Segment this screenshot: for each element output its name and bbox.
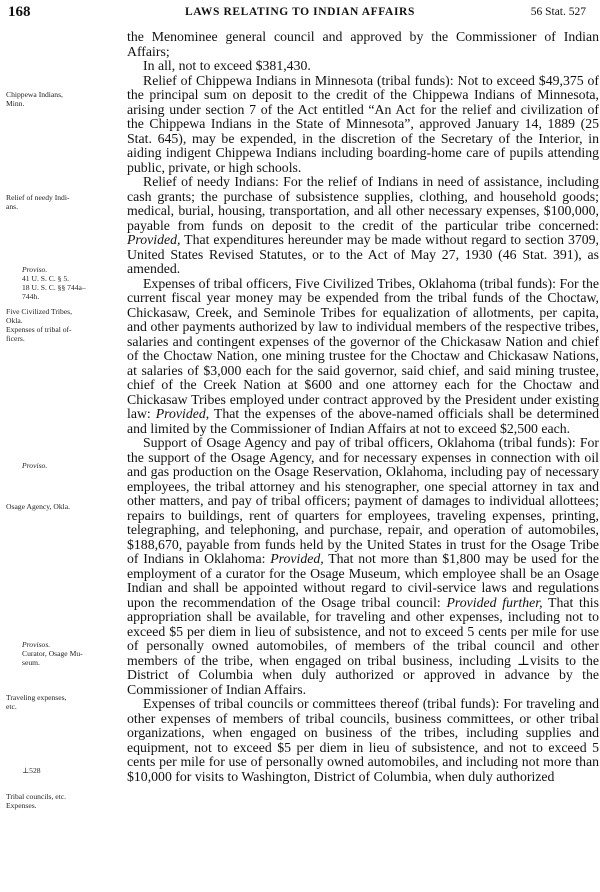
margin-note-proviso-1: Proviso. 41 U. S. C. § 5. 18 U. S. C. §§ 744a– 744h. bbox=[22, 265, 86, 301]
statute-body bbox=[127, 30, 599, 784]
paragraph-osage: Support of Osage Agency and pay of tribal officers, Oklahoma (tribal funds): For the support of the Osage Agency, and for necessary expenses in connection with oil and gas production on the Osage Reservation, Oklahoma, including pay of necessary employees, the tribal attorney and his stenographer, one special attorney in tax and other matters, and pay of tribal officers; payment of damages to individual allottees; repairs to buildings, rent of quarters for employees, traveling expenses, printing, telegraphing, and telephoning, and purchase, repair, and operation of automobiles, $188,670, payable from funds held by the United States in trust for the Osage Tribe of Indians in Oklahoma: Provided, That not more than $1,800 may be used for the employment of a curator for the Osage Museum, which employee shall be an Osage Indian and shall be appointed without regard to civil-service laws and regulations upon the recommendation of the Osage tribal council: Provided further, That this appropriation shall be available, for traveling and other expenses, including not to exceed $5 per diem in lieu of subsistence, and not to exceed 5 cents per mile for use of personally owned automobiles, of members of the tribal council and other members of the tribe, when engaged on tribal business, including ⊥visits to the District of Columbia when duly authorized or approved in advance by the Commissioner of Indian Affairs. bbox=[127, 435, 599, 697]
margin-note-page-ref: ⊥528 bbox=[22, 766, 41, 775]
paragraph-chippewa: Relief of Chippewa Indians in Minnesota (tribal funds): Not to exceed $49,375 of the principal sum on deposit to the credit of the Chippewa Indians of Minnesota, arising under section 7 of the Act entitled “An Act for the relief and civilization of the Chippewa Indians in the State of Minnesota”, approved January 14, 1889 (25 Stat. 645), may be expended, in the discretion of the Secretary of the Interior, in aiding indigent Chippewa Indians including boarding-home care of pupils attending public, private, or high schools. bbox=[127, 72, 599, 175]
paragraph-total: In all, not to exceed $381,430. bbox=[143, 58, 311, 73]
running-header bbox=[8, 4, 592, 24]
margin-note-needy: Relief of needy Indi- ans. bbox=[6, 193, 70, 211]
statute-reference: 56 Stat. 527 bbox=[530, 6, 586, 18]
paragraph-needy-indians: Relief of needy Indians: For the relief of Indians in need of assistance, including cash grants; the purchase of subsistence supplies, clothing, and household goods; medical, burial, housing, transportation, and all other necessary expenses, $100,000, payable from funds on deposit to the credit of the particular tribe concerned: Provided, That expenditures hereunder may be made without regard to section 3709, United States Revised Statutes, or to the Act of May 27, 1930 (46 Stat. 391), as amended. bbox=[127, 174, 599, 276]
margin-note-proviso-2: Proviso. bbox=[22, 461, 48, 470]
paragraph-menominee-end: the Menominee general council and approved by the Commissioner of Indian Affairs; bbox=[127, 29, 599, 59]
running-title: LAWS RELATING TO INDIAN AFFAIRS bbox=[185, 6, 415, 18]
margin-note-provisos: Provisos. Curator, Osage Mu- seum. bbox=[22, 640, 83, 667]
margin-note-osage: Osage Agency, Okla. bbox=[6, 502, 71, 511]
page-number: 168 bbox=[8, 4, 31, 20]
margin-note-councils: Tribal councils, etc. Expenses. bbox=[6, 792, 67, 810]
paragraph-five-tribes: Expenses of tribal officers, Five Civilized Tribes, Oklahoma (tribal funds): For the current fiscal year money may be expended from the tribal funds of the Choctaw, Chickasaw, Creek, and Seminole Tribes for equalization of allotments, per capita, and other payments authorized by law to individual members of the respective tribes, salaries and contingent expenses of the governor of the Chickasaw Nation and chief of the Choctaw Nation, one mining trustee for the Choctaw and Chickasaw Nations, at salaries of $3,000 each for the said governor, said chief, and said mining trustee, chief of the Creek Nation at $600 and one attorney each for the Choctaw and Chickasaw Tribes employed under contract approved by the President under existing law: Provided, That the expenses of the above-named officials shall be determined and limited by the Commissioner of Indian Affairs at not to exceed $2,500 each. bbox=[127, 275, 599, 436]
paragraph-tribal-councils: Expenses of tribal councils or committees thereof (tribal funds): For traveling and other expenses of members of tribal councils, business committees, or other tribal organizations, when engaged on business of the tribes, including supplies and equipment, not to exceed $5 per diem in lieu of subsistence, and not to exceed 5 cents per mile for use of personally owned automobiles, and including not more than $10,000 for visits to Washington, District of Columbia, when duly authorized bbox=[127, 696, 599, 784]
margin-note-five-tribes: Five Civilized Tribes, Okla. Expenses of tribal of- ficers. bbox=[6, 307, 73, 343]
margin-note-traveling: Traveling expenses, etc. bbox=[6, 693, 67, 711]
margin-note-chippewa: Chippewa Indians, Minn. bbox=[6, 90, 63, 108]
